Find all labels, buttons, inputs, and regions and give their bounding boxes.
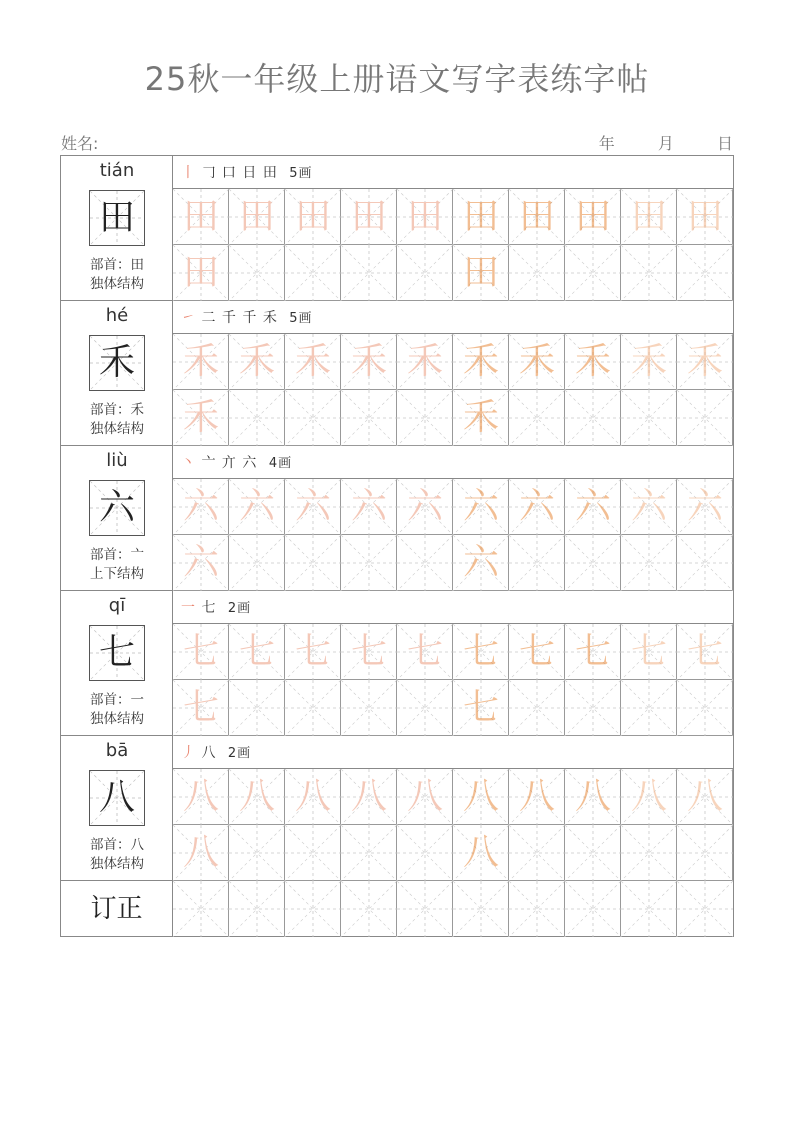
structure-label: 独体结构 (90, 856, 144, 872)
practice-cell[interactable] (509, 334, 565, 390)
stroke-step: 七 (201, 600, 217, 616)
character-info (61, 301, 173, 445)
trace-character: 七 (406, 631, 443, 672)
model-character-box (89, 335, 145, 391)
practice-cell[interactable] (677, 535, 733, 591)
practice-cell[interactable] (453, 189, 509, 245)
stroke-step: 口 (221, 165, 237, 181)
practice-cell[interactable] (341, 245, 397, 301)
correction-cell[interactable] (509, 881, 565, 937)
outline-character: 八 (686, 776, 723, 817)
character-meta (61, 401, 173, 439)
practice-cell[interactable] (453, 624, 509, 680)
practice-cell[interactable] (285, 390, 341, 446)
correction-row (61, 881, 733, 937)
practice-grid (173, 479, 733, 591)
dotted-character: 禾 (462, 397, 499, 438)
correction-cell[interactable] (453, 881, 509, 937)
trace-character: 禾 (182, 341, 219, 382)
stroke-sequence (181, 742, 251, 762)
stroke-step: 丿 (181, 745, 196, 761)
practice-cell[interactable] (341, 390, 397, 446)
trace-character: 六 (182, 486, 219, 527)
practice-cell[interactable] (173, 769, 229, 825)
practice-grid (173, 189, 733, 301)
stroke-step: 日 (242, 165, 258, 181)
practice-cell[interactable] (397, 334, 453, 390)
practice-cell[interactable] (229, 769, 285, 825)
practice-cell[interactable] (397, 479, 453, 535)
practice-cell[interactable] (173, 390, 229, 446)
practice-cell[interactable] (509, 479, 565, 535)
stroke-sequence (181, 162, 313, 182)
practice-cell[interactable] (677, 334, 733, 390)
stroke-step: 禾 (262, 310, 278, 326)
outline-character: 禾 (686, 341, 723, 382)
practice-cell[interactable] (677, 390, 733, 446)
trace-character: 七 (182, 631, 219, 672)
stroke-sequence (181, 307, 313, 327)
practice-cell[interactable] (397, 189, 453, 245)
practice-grid (173, 624, 733, 736)
practice-cell[interactable] (397, 825, 453, 881)
dotted-character: 田 (518, 196, 555, 237)
radical-label: 部首：禾 (90, 402, 144, 418)
practice-cell[interactable] (229, 334, 285, 390)
pinyin: hé (105, 305, 129, 326)
practice-cell[interactable] (565, 245, 621, 301)
practice-cell[interactable] (229, 390, 285, 446)
outline-character: 田 (686, 196, 723, 237)
practice-grid (173, 334, 733, 446)
trace-character: 七 (350, 631, 387, 672)
trace-character: 八 (182, 776, 219, 817)
practice-cell[interactable] (397, 769, 453, 825)
dotted-character: 田 (462, 196, 499, 237)
correction-cell[interactable] (397, 881, 453, 937)
character-meta (61, 256, 173, 294)
stroke-step: 二 (201, 310, 217, 326)
practice-cell[interactable] (453, 535, 509, 591)
model-character: 六 (98, 487, 135, 528)
practice-cell[interactable] (621, 390, 677, 446)
trace-character: 六 (182, 542, 219, 583)
month-label: 月 (657, 134, 674, 153)
practice-cell[interactable] (397, 680, 453, 736)
stroke-step: 𠃌 (201, 165, 217, 181)
stroke-step: 千 (242, 310, 258, 326)
practice-grid (173, 769, 733, 881)
correction-cell[interactable] (677, 881, 733, 937)
trace-character: 七 (238, 631, 275, 672)
character-block (61, 591, 733, 736)
practice-cell[interactable] (565, 479, 621, 535)
practice-cell[interactable] (677, 825, 733, 881)
practice-cell[interactable] (565, 189, 621, 245)
structure-label: 独体结构 (90, 421, 144, 437)
dotted-character: 七 (462, 687, 499, 728)
name-date-line (61, 131, 733, 153)
practice-cell[interactable] (677, 680, 733, 736)
outline-character: 七 (686, 631, 723, 672)
stroke-order-row (173, 156, 733, 189)
trace-character: 八 (350, 776, 387, 817)
name-label: 姓名: (61, 134, 99, 153)
stroke-step: 亣 (221, 455, 237, 471)
practice-cell[interactable] (229, 479, 285, 535)
pinyin: liù (106, 450, 128, 471)
practice-cell[interactable] (509, 189, 565, 245)
practice-cell[interactable] (509, 680, 565, 736)
practice-cell[interactable] (565, 334, 621, 390)
trace-character: 六 (406, 486, 443, 527)
practice-cell[interactable] (453, 680, 509, 736)
correction-cell[interactable] (341, 881, 397, 937)
dotted-character: 七 (574, 631, 611, 672)
practice-cell[interactable] (621, 479, 677, 535)
pinyin: qī (108, 595, 126, 616)
stroke-step: 丶 (181, 455, 196, 471)
practice-cell[interactable] (453, 769, 509, 825)
radical-label: 部首：田 (90, 257, 144, 273)
practice-cell[interactable] (173, 245, 229, 301)
correction-cell[interactable] (285, 881, 341, 937)
practice-sheet (60, 155, 734, 937)
practice-cell[interactable] (565, 680, 621, 736)
correction-cell[interactable] (229, 881, 285, 937)
character-meta (61, 546, 173, 584)
model-character: 禾 (98, 342, 135, 383)
dotted-character: 田 (462, 252, 499, 293)
practice-cell[interactable] (173, 535, 229, 591)
practice-cell[interactable] (621, 245, 677, 301)
dotted-character: 禾 (462, 341, 499, 382)
dotted-character: 田 (574, 196, 611, 237)
practice-cell[interactable] (453, 245, 509, 301)
dotted-character: 禾 (574, 341, 611, 382)
stroke-step: 田 (262, 165, 278, 181)
outline-character: 六 (686, 486, 723, 527)
stroke-step: 丨 (181, 165, 196, 181)
character-block (61, 736, 733, 881)
dotted-character: 六 (518, 486, 555, 527)
practice-cell[interactable] (341, 825, 397, 881)
practice-cell[interactable] (341, 680, 397, 736)
practice-cell[interactable] (285, 680, 341, 736)
practice-cell[interactable] (173, 825, 229, 881)
practice-cell[interactable] (509, 390, 565, 446)
year-label: 年 (598, 134, 615, 153)
character-info (61, 156, 173, 300)
date-fields (561, 131, 733, 154)
stroke-sequence (181, 452, 292, 472)
pinyin: bā (105, 740, 129, 761)
practice-cell[interactable] (621, 535, 677, 591)
practice-cell[interactable] (285, 334, 341, 390)
dotted-character: 八 (462, 832, 499, 873)
model-character: 八 (98, 777, 135, 818)
stroke-count: 5画 (289, 166, 313, 181)
practice-cell[interactable] (677, 479, 733, 535)
practice-cell[interactable] (229, 624, 285, 680)
stroke-count: 2画 (227, 601, 252, 616)
stroke-step: 千 (221, 310, 237, 326)
radical-label: 部首：八 (90, 837, 144, 853)
practice-cell[interactable] (565, 825, 621, 881)
trace-character: 八 (294, 776, 331, 817)
stroke-step: 八 (201, 745, 217, 761)
correction-cell[interactable] (173, 881, 229, 937)
practice-cell[interactable] (621, 680, 677, 736)
model-character: 七 (98, 632, 135, 673)
stroke-order-row (173, 736, 733, 769)
practice-cell[interactable] (285, 624, 341, 680)
trace-character: 六 (294, 486, 331, 527)
practice-cell[interactable] (397, 245, 453, 301)
dotted-character: 六 (462, 542, 499, 583)
practice-cell[interactable] (397, 390, 453, 446)
model-character-box (89, 480, 145, 536)
trace-character: 田 (350, 196, 387, 237)
trace-character: 禾 (238, 341, 275, 382)
practice-cell[interactable] (677, 624, 733, 680)
practice-cell[interactable] (677, 189, 733, 245)
practice-cell[interactable] (285, 825, 341, 881)
character-info (61, 446, 173, 590)
stroke-order-row (173, 591, 733, 624)
outline-character: 田 (630, 196, 667, 237)
practice-cell[interactable] (285, 769, 341, 825)
stroke-count: 2画 (227, 746, 252, 761)
practice-cell[interactable] (565, 624, 621, 680)
stroke-step: 一 (181, 600, 196, 616)
model-character-box (89, 625, 145, 681)
practice-cell[interactable] (509, 825, 565, 881)
practice-cell[interactable] (509, 624, 565, 680)
practice-cell[interactable] (285, 245, 341, 301)
correction-label: 订正 (61, 881, 173, 937)
practice-cell[interactable] (621, 334, 677, 390)
trace-character: 田 (294, 196, 331, 237)
dotted-character: 八 (462, 776, 499, 817)
trace-character: 八 (238, 776, 275, 817)
practice-cell[interactable] (397, 535, 453, 591)
pinyin: tián (99, 160, 135, 181)
trace-character: 八 (182, 832, 219, 873)
practice-cell[interactable] (341, 334, 397, 390)
practice-cell[interactable] (621, 769, 677, 825)
trace-character: 田 (182, 196, 219, 237)
practice-cell[interactable] (509, 245, 565, 301)
practice-cell[interactable] (341, 624, 397, 680)
practice-cell[interactable] (229, 535, 285, 591)
practice-cell[interactable] (621, 189, 677, 245)
dotted-character: 八 (518, 776, 555, 817)
practice-cell[interactable] (509, 535, 565, 591)
trace-character: 六 (350, 486, 387, 527)
practice-cell[interactable] (621, 624, 677, 680)
radical-label: 部首：亠 (90, 547, 144, 563)
trace-character: 八 (406, 776, 443, 817)
practice-cell[interactable] (677, 769, 733, 825)
trace-character: 禾 (350, 341, 387, 382)
practice-cell[interactable] (173, 189, 229, 245)
character-block (61, 301, 733, 446)
trace-character: 六 (238, 486, 275, 527)
stroke-sequence (181, 597, 251, 617)
dotted-character: 七 (462, 631, 499, 672)
practice-cell[interactable] (453, 334, 509, 390)
practice-cell[interactable] (229, 680, 285, 736)
practice-cell[interactable] (173, 624, 229, 680)
practice-cell[interactable] (565, 535, 621, 591)
dotted-character: 七 (518, 631, 555, 672)
practice-cell[interactable] (229, 825, 285, 881)
dotted-character: 六 (574, 486, 611, 527)
outline-character: 六 (630, 486, 667, 527)
stroke-step: ㇀ (181, 310, 196, 326)
dotted-character: 六 (462, 486, 499, 527)
trace-character: 田 (182, 252, 219, 293)
practice-cell[interactable] (285, 189, 341, 245)
correction-cell[interactable] (621, 881, 677, 937)
practice-cell[interactable] (285, 535, 341, 591)
practice-cell[interactable] (509, 769, 565, 825)
structure-label: 独体结构 (90, 711, 144, 727)
practice-cell[interactable] (173, 334, 229, 390)
outline-character: 七 (630, 631, 667, 672)
dotted-character: 八 (574, 776, 611, 817)
structure-label: 上下结构 (90, 566, 144, 582)
outline-character: 八 (630, 776, 667, 817)
practice-cell[interactable] (341, 189, 397, 245)
character-meta (61, 691, 173, 729)
structure-label: 独体结构 (90, 276, 144, 292)
character-meta (61, 836, 173, 874)
stroke-order-row (173, 301, 733, 334)
model-character-box (89, 770, 145, 826)
model-character: 田 (98, 197, 135, 238)
radical-label: 部首：一 (90, 692, 144, 708)
practice-cell[interactable] (621, 825, 677, 881)
practice-cell[interactable] (565, 390, 621, 446)
practice-cell[interactable] (397, 624, 453, 680)
trace-character: 田 (406, 196, 443, 237)
character-info (61, 591, 173, 735)
practice-cell[interactable] (341, 479, 397, 535)
practice-cell[interactable] (229, 245, 285, 301)
trace-character: 禾 (294, 341, 331, 382)
practice-cell[interactable] (173, 479, 229, 535)
character-info (61, 736, 173, 880)
trace-character: 七 (294, 631, 331, 672)
stroke-count: 5画 (289, 311, 313, 326)
practice-cell[interactable] (453, 479, 509, 535)
outline-character: 禾 (630, 341, 667, 382)
practice-cell[interactable] (341, 769, 397, 825)
practice-cell[interactable] (285, 479, 341, 535)
practice-cell[interactable] (453, 825, 509, 881)
character-block (61, 156, 733, 301)
stroke-step: 亠 (201, 455, 217, 471)
trace-character: 禾 (182, 397, 219, 438)
stroke-count: 4画 (268, 456, 293, 471)
practice-cell[interactable] (341, 535, 397, 591)
correction-cell[interactable] (565, 881, 621, 937)
page-title: 25秋一年级上册语文写字表练字帖 (144, 60, 650, 98)
trace-character: 七 (182, 687, 219, 728)
practice-cell[interactable] (173, 680, 229, 736)
dotted-character: 禾 (518, 341, 555, 382)
practice-cell[interactable] (565, 769, 621, 825)
character-block (61, 446, 733, 591)
practice-cell[interactable] (677, 245, 733, 301)
stroke-step: 六 (242, 455, 258, 471)
practice-cell[interactable] (453, 390, 509, 446)
day-label: 日 (716, 134, 733, 153)
model-character-box (89, 190, 145, 246)
trace-character: 田 (238, 196, 275, 237)
practice-cell[interactable] (229, 189, 285, 245)
trace-character: 禾 (406, 341, 443, 382)
stroke-order-row (173, 446, 733, 479)
